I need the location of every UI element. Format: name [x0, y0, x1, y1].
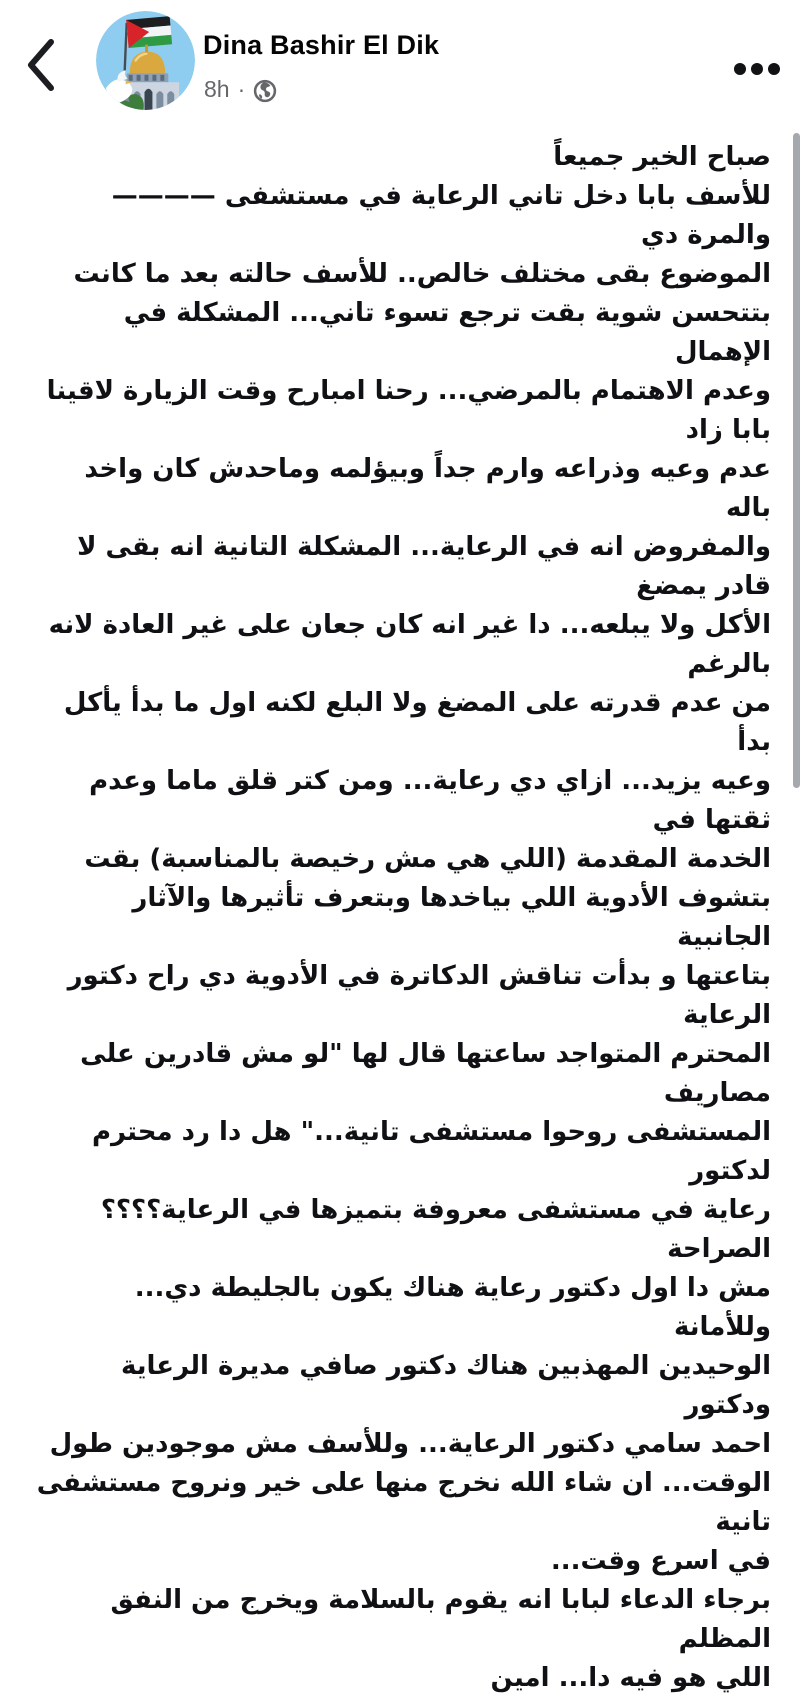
post-text-line: رعاية في مستشفى معروفة بتميزها في الرعاية؟؟؟؟ الصراحة: [100, 1195, 771, 1264]
scrollbar[interactable]: [793, 133, 800, 788]
post-text-line: الخدمة المقدمة (اللي هي مش رخيصة بالمناسبة) بقت: [84, 844, 771, 874]
post-text-line: في اسرع وقت...: [550, 1546, 771, 1576]
post-text-line: وعيه يزيد... ازاي دي رعاية... ومن كتر قلق ماما وعدم ثقتها في: [89, 766, 771, 835]
post-text-line: مش دا اول دكتور رعاية هناك يكون بالجليطة دي... وللأمانة: [134, 1273, 771, 1342]
post-text-line: صباح الخير جميعاً: [553, 142, 771, 172]
post-text-line: والمفروض انه في الرعاية... المشكلة التانية انه بقى لا قادر يمضغ: [77, 532, 771, 601]
avatar-image: [96, 11, 195, 110]
back-button[interactable]: [18, 34, 64, 96]
more-options-button[interactable]: [728, 56, 786, 82]
post-text-line: المحترم المتواجد ساعتها قال لها "لو مش قادرين على مصاريف: [80, 1039, 771, 1108]
post-text-line: الموضوع بقى مختلف خالص.. للأسف حالته بعد ما كانت: [73, 259, 771, 289]
post-text-line: المستشفى روحوا مستشفى تانية..." هل دا رد محترم لدكتور: [91, 1117, 771, 1186]
dot-separator: ·: [237, 76, 246, 102]
post-text-line: الأكل ولا يبلعه... دا غير انه كان جعان على غير العادة لانه بالرغم: [48, 610, 771, 679]
post-text-line: للأسف بابا دخل تاني الرعاية في مستشفى ———— والمرة دي: [111, 181, 771, 250]
chevron-left-icon: [18, 84, 64, 99]
profile-avatar[interactable]: [96, 11, 195, 110]
post-text-line: وعدم الاهتمام بالمرضي... رحنا امبارح وقت الزيارة لاقينا بابا زاد: [46, 376, 771, 445]
post-text-line: اللي هو فيه دا... امين: [490, 1663, 771, 1693]
post-text-line: بتتحسن شوية بقت ترجع تسوء تاني... المشكلة في الإهمال: [123, 298, 771, 367]
post-header: [0, 0, 801, 132]
post-text-line: بتاعتها و بدأت تناقش الدكاترة في الأدوية دي راح دكتور الرعاية: [67, 961, 771, 1030]
post-text-line: احمد سامي دكتور الرعاية... وللأسف مش موجودين طول: [49, 1429, 771, 1459]
post-text-line: بتشوف الأدوية اللي بياخدها وبتعرف تأثيرها والآثار الجانبية: [132, 883, 771, 952]
three-dots-icon: [734, 63, 746, 75]
post-text-line: برجاء الدعاء لبابا انه يقوم بالسلامة ويخرج من النفق المظلم: [110, 1585, 771, 1654]
post-text-line: الوقت... ان شاء الله نخرج منها على خير ونروح مستشفى تانية: [36, 1468, 771, 1537]
globe-icon: [253, 79, 277, 103]
post-text-line: عدم وعيه وذراعه وارم جداً وبيؤلمه وماحدش كان واخد باله: [84, 454, 771, 523]
timestamp-label: 8h: [204, 76, 230, 102]
post-text-line: الوحيدين المهذبين هناك دكتور صافي مديرة الرعاية ودكتور: [121, 1351, 771, 1420]
post-timestamp[interactable]: [204, 76, 277, 103]
post-text-line: من عدم قدرته على المضغ ولا البلع لكنه اول ما بدأ يأكل بدأ: [63, 688, 771, 757]
profile-name[interactable]: Dina Bashir El Dik: [203, 30, 440, 60]
post-text: [0, 132, 801, 1698]
